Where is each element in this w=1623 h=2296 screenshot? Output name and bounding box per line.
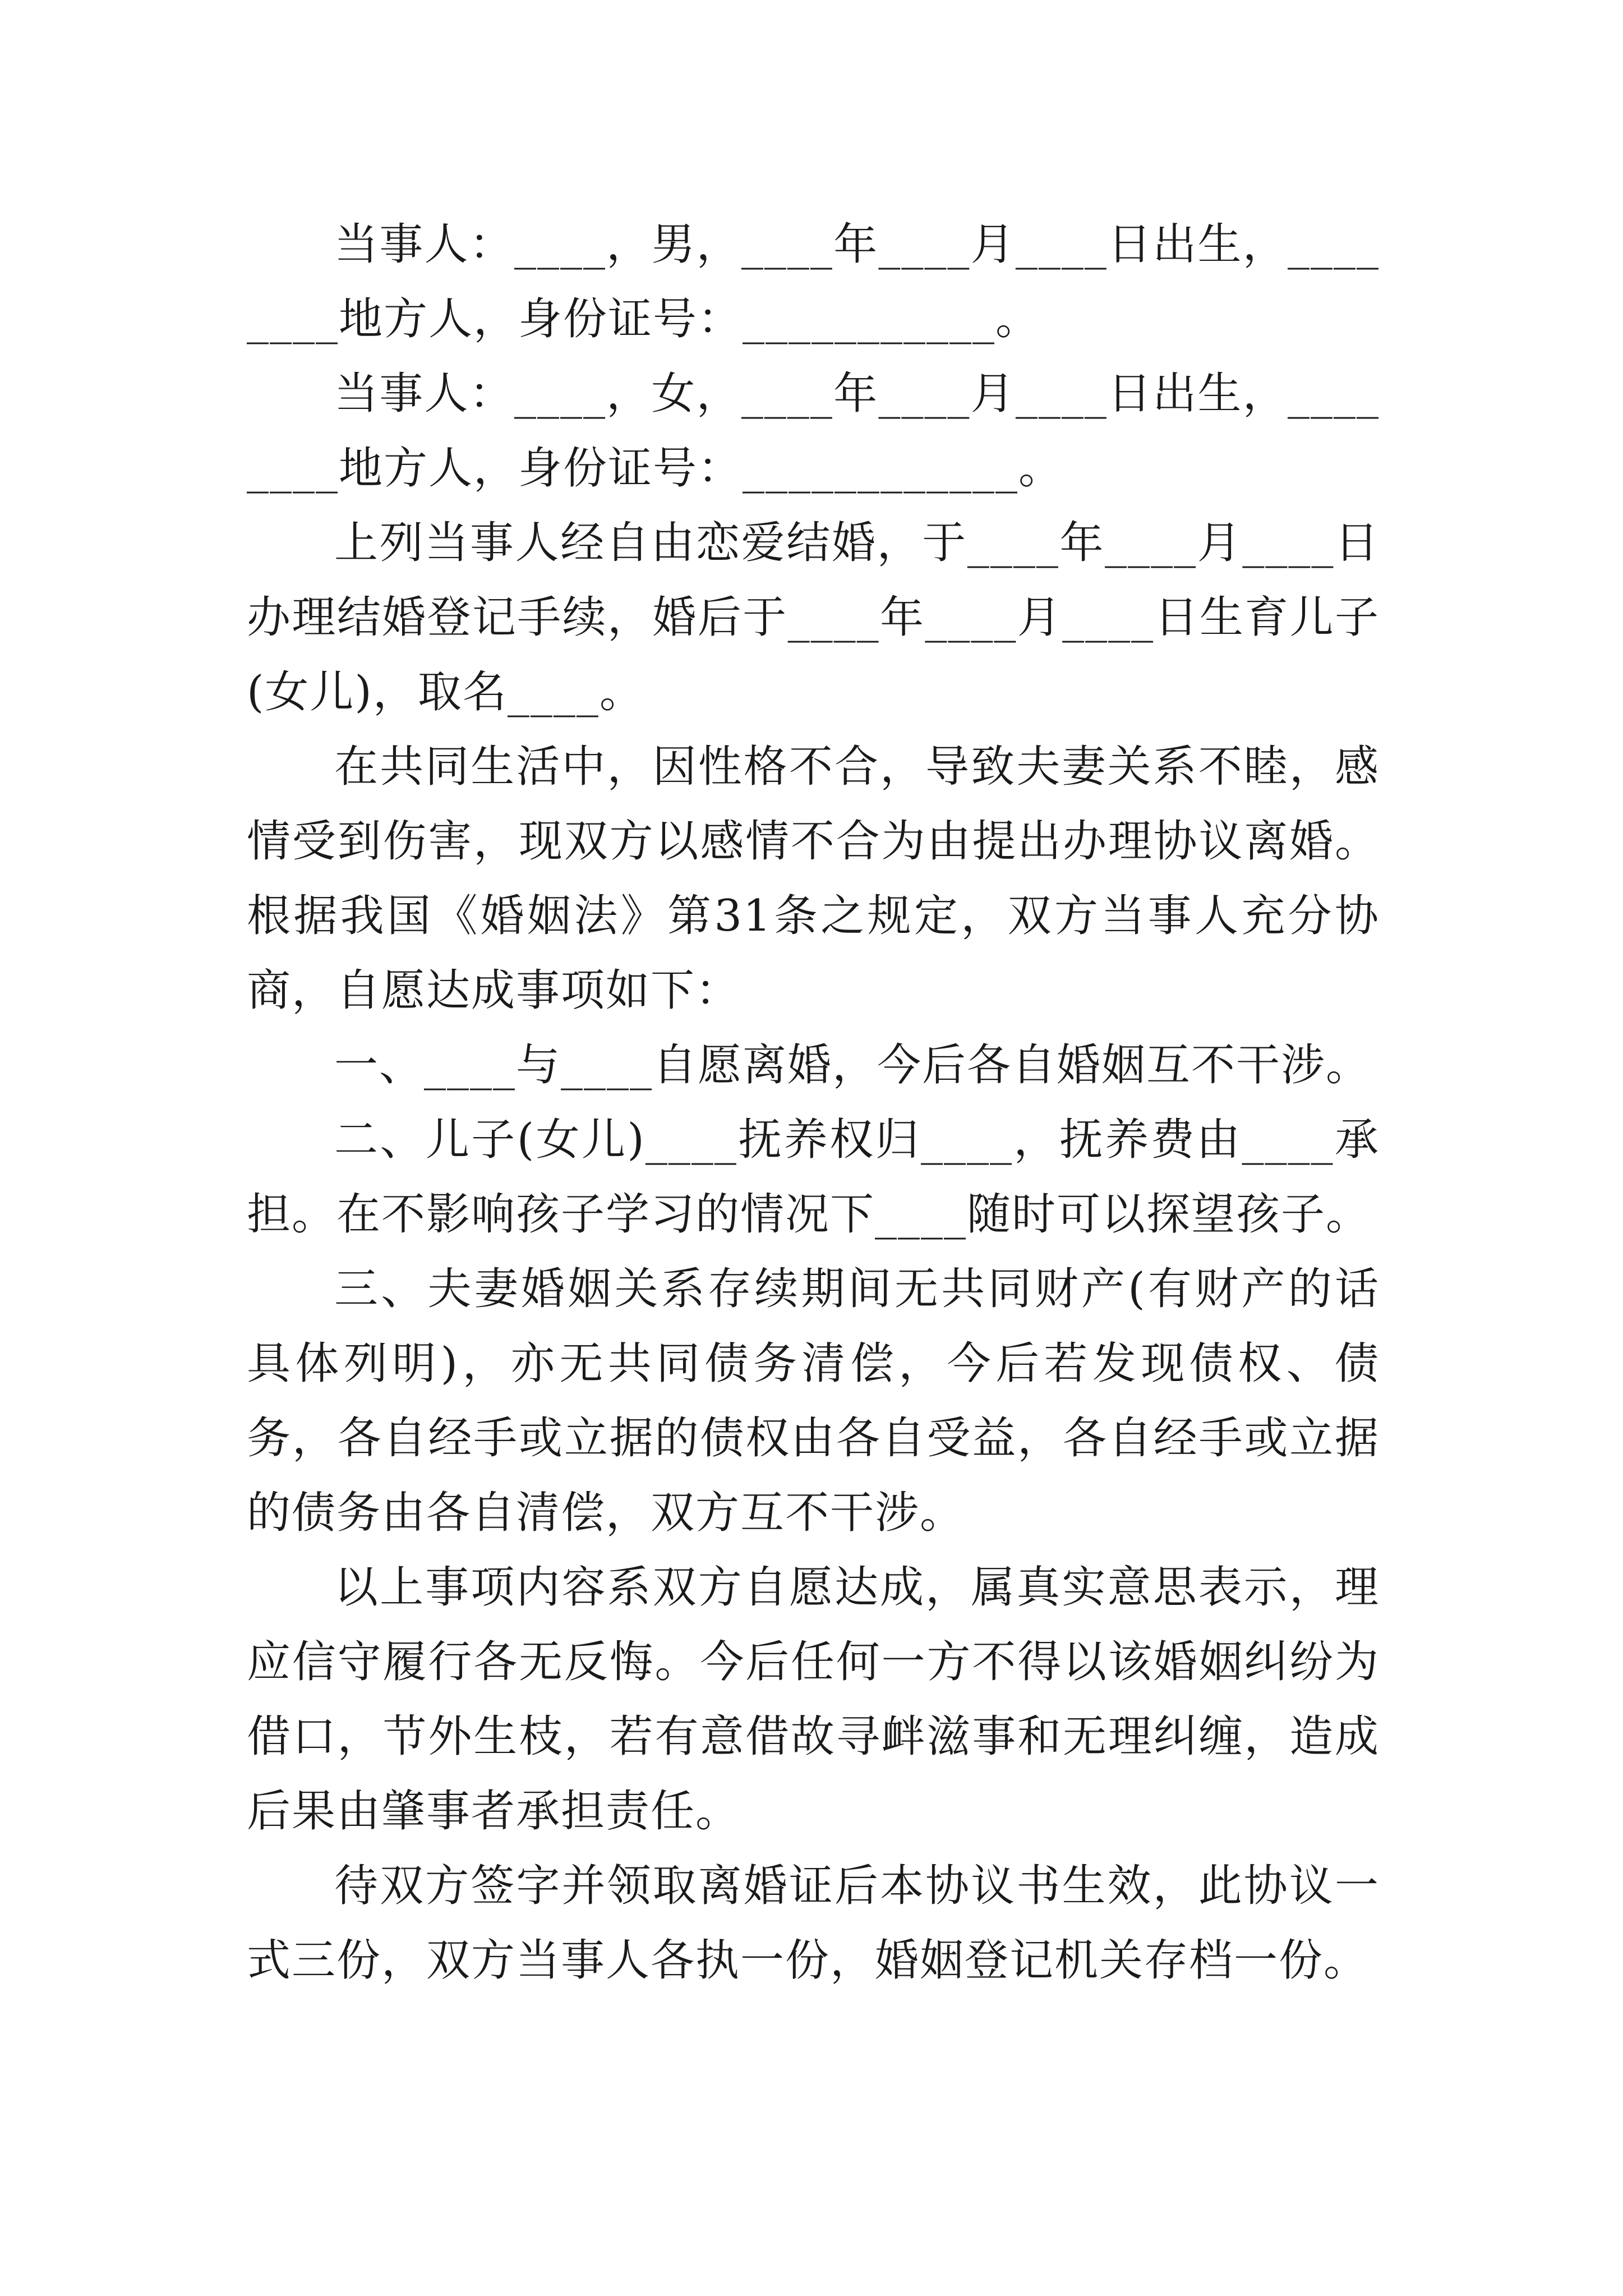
effectiveness-paragraph: 待双方签字并领取离婚证后本协议书生效，此协议一式三份，双方当事人各执一份，婚姻登记机关存档一份。 bbox=[247, 1861, 1380, 1986]
party-male-paragraph: 当事人：____，男，____年____月____日出生，________地方人，身份证号：___________。 bbox=[247, 219, 1380, 344]
clause-one-paragraph: 一、____与____自愿离婚，今后各自婚姻互不干涉。 bbox=[334, 1040, 1371, 1091]
document-body bbox=[247, 208, 1380, 1998]
party-female-paragraph: 当事人：____，女，____年____月____日出生，________地方人，身份证号：____________。 bbox=[247, 369, 1380, 494]
clause-two-paragraph: 二、儿子(女儿)____抚养权归____，抚养费由____承担。在不影响孩子学习的情况下____随时可以探望孩子。 bbox=[247, 1115, 1380, 1240]
divorce-reason-paragraph: 在共同生活中，因性格不合，导致夫妻关系不睦，感情受到伤害，现双方以感情不合为由提出办理协议离婚。根据我国《婚姻法》第31条之规定，双方当事人充分协商，自愿达成事项如下： bbox=[247, 742, 1380, 1016]
marriage-registration-paragraph: 上列当事人经自由恋爱结婚，于____年____月____日办理结婚登记手续，婚后于____年____月____日生育儿子(女儿)，取名____。 bbox=[247, 518, 1380, 717]
clause-three-paragraph: 三、夫妻婚姻关系存续期间无共同财产(有财产的话具体列明)，亦无共同债务清偿，今后若发现债权、债务，各自经手或立据的债权由各自受益，各自经手或立据的债务由各自清偿，双方互不干涉。 bbox=[247, 1264, 1380, 1538]
commitment-paragraph: 以上事项内容系双方自愿达成，属真实意思表示，理应信守履行各无反悔。今后任何一方不得以该婚姻纠纷为借口，节外生枝，若有意借故寻衅滋事和无理纠缠，造成后果由肇事者承担责任。 bbox=[247, 1562, 1380, 1837]
